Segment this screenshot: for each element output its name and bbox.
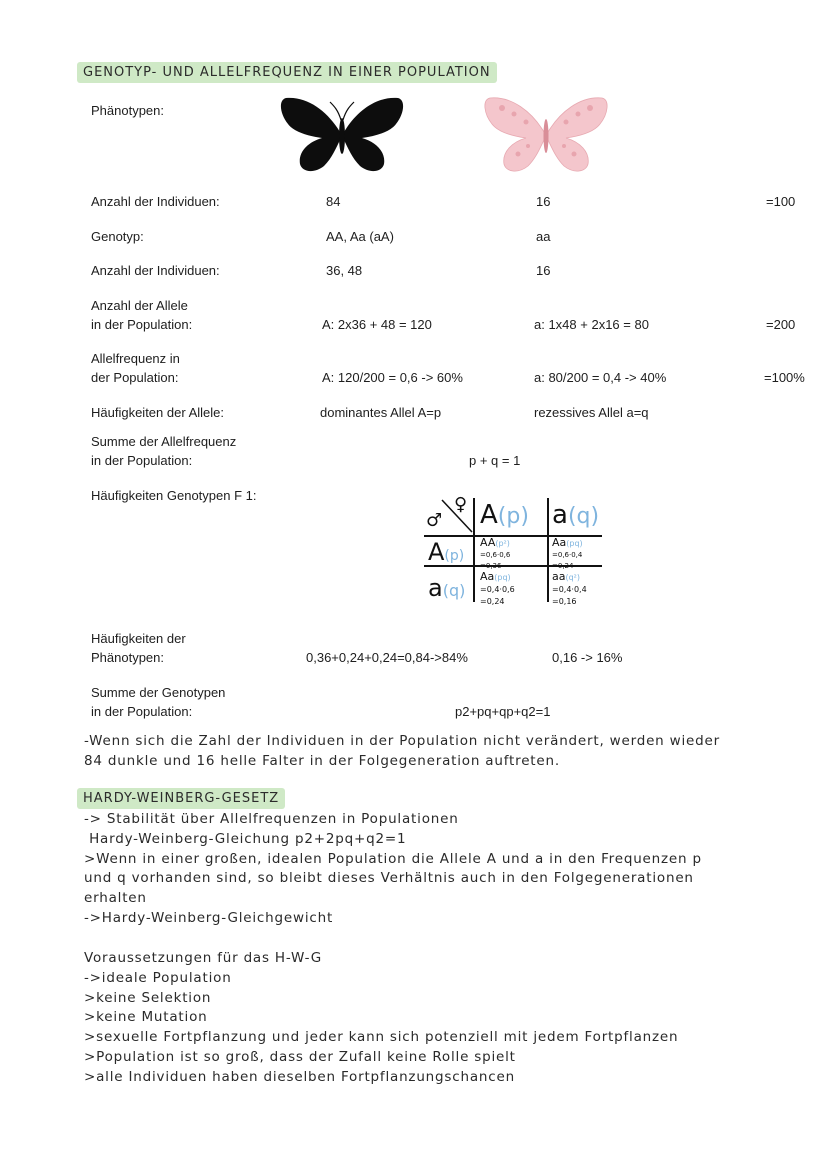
punnett-cell-calc2: =0,16: [552, 597, 577, 606]
punnett-cell-aa: [552, 570, 587, 606]
individuals-recessive: 16: [536, 194, 551, 209]
genotypes-f1-label: Häufigkeiten Genotypen F 1:: [91, 488, 257, 503]
individuals2-recessive: 16: [536, 263, 551, 278]
prerequisites-block: [84, 949, 678, 1088]
phenotypes-label: Phänotypen:: [91, 103, 165, 118]
frequencies-recessive: rezessives Allel a=q: [534, 405, 649, 420]
punnett-row2-allele: a: [428, 574, 443, 602]
alleles-total: =200: [766, 317, 796, 332]
hw-line: >Wenn in einer großen, idealen Population die Allele A und a in den Frequenzen p: [84, 850, 702, 867]
phenotype-freq-label-line1: Häufigkeiten der: [91, 631, 186, 646]
punnett-col2-allele: a: [552, 500, 568, 530]
sum-label-line1: Summe der Allelfrequenz: [91, 434, 237, 449]
punnett-row1-header: [428, 538, 464, 566]
section-heading-hardy-weinberg: HARDY-WEINBERG-GESETZ: [77, 788, 285, 809]
punnett-row1-allele: A: [428, 538, 445, 566]
prereq-item: >Population ist so groß, dass der Zufall keine Rolle spielt: [84, 1048, 516, 1065]
genotype-recessive: aa: [536, 229, 551, 244]
genotype-sum-label-line2: in der Population:: [91, 704, 193, 719]
allelefreq-dominant: A: 120/200 = 0,6 -> 60%: [322, 370, 463, 385]
genotype-label: Genotyp:: [91, 229, 144, 244]
punnett-cell-Aa-1: [552, 537, 583, 570]
prereq-item: >keine Selektion: [84, 989, 212, 1006]
punnett-cell-calc2: =0,24: [480, 597, 505, 606]
hw-line: -> Stabilität über Allelfrequenzen in Populationen: [84, 811, 459, 827]
individuals2-dominant: 36, 48: [326, 263, 363, 278]
prereq-item: >keine Mutation: [84, 1009, 208, 1026]
allelefreq-recessive: a: 80/200 = 0,4 -> 40%: [534, 370, 667, 385]
punnett-cell-genotype: aa: [552, 570, 566, 583]
punnett-cell-calc2: =0,36: [480, 562, 502, 570]
punnett-cell-AA: [480, 537, 510, 570]
sum-label-line2: in der Population:: [91, 453, 193, 468]
punnett-col2-header: [552, 500, 599, 530]
genotype-sum-label-line1: Summe der Genotypen: [91, 685, 226, 700]
punnett-col1-allele: A: [480, 500, 498, 530]
punnett-row2-freq: (q): [442, 581, 466, 600]
genotype-dominant: AA, Aa (aA): [326, 229, 394, 244]
hw-line: ->Hardy-Weinberg-Gleichgewicht: [84, 909, 334, 926]
punnett-col2-freq: (q): [567, 504, 600, 529]
punnett-cell-freq: (q²): [565, 573, 581, 582]
alleles-recessive: a: 1x48 + 2x16 = 80: [534, 317, 649, 332]
punnett-cell-freq: (pq): [566, 539, 583, 548]
prereq-item: >sexuelle Fortpflanzung und jeder kann sich potenziell mit jedem Fortpflanzen: [84, 1029, 679, 1046]
phenotype-freq-dominant: 0,36+0,24+0,24=0,84->84%: [306, 650, 468, 665]
punnett-cell-calc2: =0,24: [552, 562, 574, 570]
individuals2-label: Anzahl der Individuen:: [91, 263, 220, 278]
phenotype-freq-label-line2: Phänotypen:: [91, 650, 165, 665]
prereq-item: ->ideale Population: [84, 969, 232, 986]
punnett-row1-freq: (p): [444, 548, 465, 564]
sum-formula: p + q = 1: [469, 453, 521, 468]
individuals-dominant: 84: [326, 194, 341, 209]
hardy-weinberg-text: [84, 810, 702, 929]
alleles-dominant: A: 2x36 + 48 = 120: [322, 317, 432, 332]
note-line: -Wenn sich die Zahl der Individuen in der Population nicht verändert, werden wieder: [84, 733, 720, 749]
frequencies-dominant: dominantes Allel A=p: [320, 405, 442, 420]
punnett-cell-Aa-2: [480, 570, 515, 606]
punnett-cell-calc1: =0,6·0,4: [552, 551, 583, 559]
punnett-cell-calc1: =0,4·0,4: [552, 585, 587, 594]
allelefreq-total: =100%: [764, 370, 805, 385]
allelefreq-label-line2: der Population:: [91, 370, 179, 385]
light-butterfly-image: [482, 92, 610, 176]
individuals-label: Anzahl der Individuen:: [91, 194, 220, 209]
hw-line: Hardy-Weinberg-Gleichung p2+2pq+q2=1: [84, 830, 407, 847]
punnett-col1-header: [480, 500, 529, 530]
prereq-title: Voraussetzungen für das H-W-G: [84, 950, 323, 966]
note-line: 84 dunkle und 16 helle Falter in der Folgegeneration auftreten.: [84, 752, 560, 769]
individuals-total: =100: [766, 194, 796, 209]
punnett-cell-genotype: Aa: [480, 570, 495, 583]
punnett-cell-freq: (p²): [495, 539, 510, 548]
allelefreq-label-line1: Allelfrequenz in: [91, 351, 180, 366]
punnett-square: [424, 494, 606, 606]
punnett-cell-calc1: =0,6·0,6: [480, 551, 511, 559]
dark-butterfly-image: [278, 92, 406, 176]
punnett-cell-freq: (pq): [494, 573, 511, 582]
punnett-cell-calc1: =0,4·0,6: [480, 585, 515, 594]
population-note: [84, 732, 720, 772]
punnett-cell-genotype: AA: [480, 536, 496, 549]
punnett-col1-freq: (p): [497, 504, 529, 529]
female-symbol-icon: ♀: [454, 494, 468, 515]
frequencies-label: Häufigkeiten der Allele:: [91, 405, 224, 420]
punnett-row2-header: [428, 574, 465, 602]
genotype-sum-formula: p2+pq+qp+q2=1: [455, 704, 551, 719]
hw-line: erhalten: [84, 890, 147, 907]
phenotype-freq-recessive: 0,16 -> 16%: [552, 650, 623, 665]
hw-line: und q vorhanden sind, so bleibt dieses Verhältnis auch in den Folgegenerationen: [84, 870, 694, 887]
prereq-item: >alle Individuen haben dieselben Fortpflanzungschancen: [84, 1068, 515, 1085]
alleles-label-line1: Anzahl der Allele: [91, 298, 188, 313]
punnett-cell-genotype: Aa: [552, 536, 567, 549]
alleles-label-line2: in der Population:: [91, 317, 193, 332]
section-heading-genotype: GENOTYP- UND ALLELFREQUENZ IN EINER POPULATION: [77, 62, 497, 83]
male-symbol-icon: ♂: [426, 510, 443, 531]
